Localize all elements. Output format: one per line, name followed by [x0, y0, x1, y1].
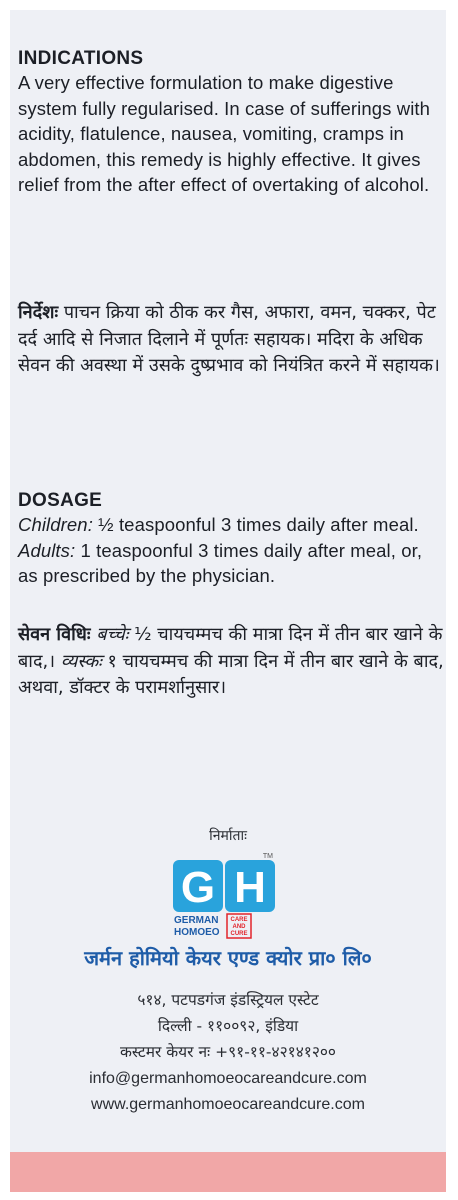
nirdesh-section — [18, 300, 444, 380]
company-logo — [165, 850, 285, 940]
manufacturer-label: निर्माताः — [209, 828, 247, 844]
logo-letter-h: H — [234, 863, 266, 912]
address-line-1: ५१४, पटपडगंज इंडस्ट्रियल एस्टेट — [137, 991, 319, 1009]
sevan-adults-text: १ चायचम्मच की मात्रा दिन में तीन बार खाने के बाद, अथवा, डॉक्टर के परामर्शानुसार। — [18, 650, 444, 698]
nirdesh-body: पाचन क्रिया को ठीक कर गैस, अफारा, वमन, चक्कर, पेट दर्द आदि से निजात दिलाने में पूर्णतः सहायक। मदिरा के अधिक सेवन की अवस्था में उसके दुष्प्रभाव को नियंत्रित करने में सहायक। — [18, 302, 440, 376]
dosage-heading: DOSAGE — [18, 490, 103, 511]
indications-heading: INDICATIONS — [18, 48, 144, 69]
pink-footer-band — [10, 1152, 446, 1192]
dosage-adults-label: Adults: — [18, 539, 76, 561]
sevan-children-label: बच्चेः — [90, 624, 129, 645]
nirdesh-label: निर्देशः — [18, 302, 59, 323]
sevan-adults-label: व्यस्कः — [60, 650, 102, 672]
nirdesh-text — [18, 300, 444, 380]
sevan-vidhi-section — [18, 622, 444, 702]
indications-section — [18, 48, 444, 198]
logo-letter-g: G — [180, 863, 216, 912]
company-name: जर्मन होमियो केयर एण्ड क्योर प्रा० लि० — [84, 946, 372, 970]
dosage-section — [18, 490, 444, 589]
sevan-vidhi-text — [18, 622, 444, 702]
customer-care: कस्टमर केयर नः +९१-११-४२१४१२०० — [120, 1043, 336, 1061]
email-address: info@germanhomoeocareandcure.com — [89, 1070, 367, 1087]
logo-word-homoeo: HOMOEO — [174, 927, 220, 938]
dosage-children-text: ½ teaspoonful 3 times daily after meal. — [92, 514, 419, 535]
logo-word-german: GERMAN — [174, 915, 219, 926]
sevan-vidhi-label: सेवन विधिः — [18, 624, 91, 645]
logo-tag-care: CARE — [230, 917, 248, 923]
logo-tm: TM — [262, 853, 273, 860]
logo-tag-cure: CURE — [230, 931, 248, 937]
address-line-2: दिल्ली - ११००९२, इंडिया — [157, 1017, 299, 1035]
sevan-children-text: ½ चायचम्मच की मात्रा दिन में तीन बार खाने के बाद,। — [18, 624, 443, 672]
logo-tag-and: AND — [232, 924, 246, 930]
indications-text: A very effective formulation to make digestive system fully regularised. In case of sufferings with acidity, flatulence, nausea, vomiting, cramps in abdomen, this remedy is highly effective. It gives relief from the after effect of overtaking of alcohol. — [18, 72, 431, 195]
dosage-adults-text: 1 teaspoonful 3 times daily after meal, or, as prescribed by the physician. — [18, 539, 423, 586]
dosage-children-label: Children: — [18, 514, 93, 535]
dosage-text — [18, 512, 444, 589]
website-address: www.germanhomoeocareandcure.com — [91, 1096, 365, 1113]
